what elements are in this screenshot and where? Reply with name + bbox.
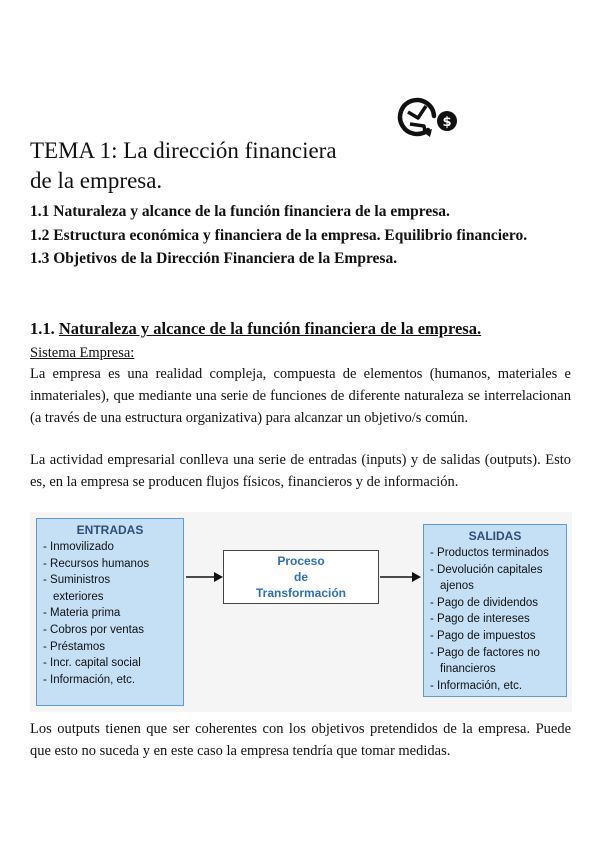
- outputs-list: [430, 545, 560, 694]
- list-item: - Materia prima: [43, 607, 121, 620]
- list-item: - Pago de impuestos: [430, 629, 536, 642]
- list-item: - Cobros por ventas: [43, 623, 144, 636]
- arrow-right-icon: [380, 571, 422, 583]
- section-title: Naturaleza y alcance de la función financiera de la empresa.: [58, 319, 482, 338]
- outputs-title: SALIDAS: [468, 529, 522, 543]
- list-item: - Información, etc.: [430, 679, 523, 692]
- section-heading: [30, 318, 590, 340]
- list-item: - Préstamos: [43, 640, 105, 653]
- list-item: - Pago de intereses: [430, 613, 530, 626]
- process-box: [223, 550, 379, 604]
- list-item: exteriores: [53, 590, 104, 603]
- input-output-diagram: [30, 512, 572, 712]
- paragraph: Los outputs tienen que ser coherentes con los objetivos pretendidos de la empresa. Puede que esto no suceda y en este caso la empresa tendría que tomar medidas.: [30, 721, 571, 759]
- title-line-2: de la empresa.: [30, 168, 163, 193]
- outline-item: 1.3 Objetivos de la Dirección Financiera de la Empresa.: [30, 250, 398, 267]
- process-line: Transformación: [255, 586, 347, 600]
- paragraph: La empresa es una realidad compleja, compuesta de elementos (humanos, materiales e inmateriales), que mediante una serie de funciones de diferente naturaleza se interrelacionan (a través de una estructura organizativa) para alcanzar un objetivo/s común.: [30, 366, 571, 426]
- topic-outline: [30, 200, 572, 271]
- svg-text:$: $: [442, 115, 452, 130]
- arrow-right-icon: [186, 571, 224, 583]
- list-item: - Inmovilizado: [43, 541, 114, 553]
- title-line-1: TEMA 1: La dirección financiera: [30, 138, 337, 163]
- section-number: 1.1.: [30, 319, 55, 338]
- list-item: - Suministros: [43, 574, 111, 587]
- list-item: - Información, etc.: [43, 673, 136, 686]
- subheading: Sistema Empresa:: [30, 345, 135, 361]
- inputs-box: [36, 518, 184, 706]
- outline-item: 1.1 Naturaleza y alcance de la función financiera de la empresa.: [30, 203, 450, 220]
- clock-dollar-icon: [396, 96, 462, 142]
- page-title: [30, 136, 337, 196]
- paragraph: La actividad empresarial conlleva una serie de entradas (inputs) y de salidas (outputs). Esto es, en la empresa se producen flujos físicos, financieros y de información.: [30, 452, 571, 490]
- list-item: - Pago de factores no: [430, 646, 540, 659]
- outputs-box: [423, 524, 567, 697]
- inputs-title: ENTRADAS: [76, 523, 144, 537]
- list-item: - Incr. capital social: [43, 657, 141, 670]
- list-item: financieros: [440, 663, 496, 676]
- list-item: - Devolución capitales: [430, 563, 543, 576]
- process-line: de: [293, 570, 308, 584]
- outline-item: 1.2 Estructura económica y financiera de la empresa. Equilibrio financiero.: [30, 226, 528, 244]
- list-item: ajenos: [440, 580, 474, 593]
- list-item: - Productos terminados: [430, 547, 549, 559]
- inputs-list: [43, 539, 177, 688]
- list-item: - Recursos humanos: [43, 557, 150, 570]
- list-item: - Pago de dividendos: [430, 596, 539, 609]
- process-line: Proceso: [277, 554, 325, 568]
